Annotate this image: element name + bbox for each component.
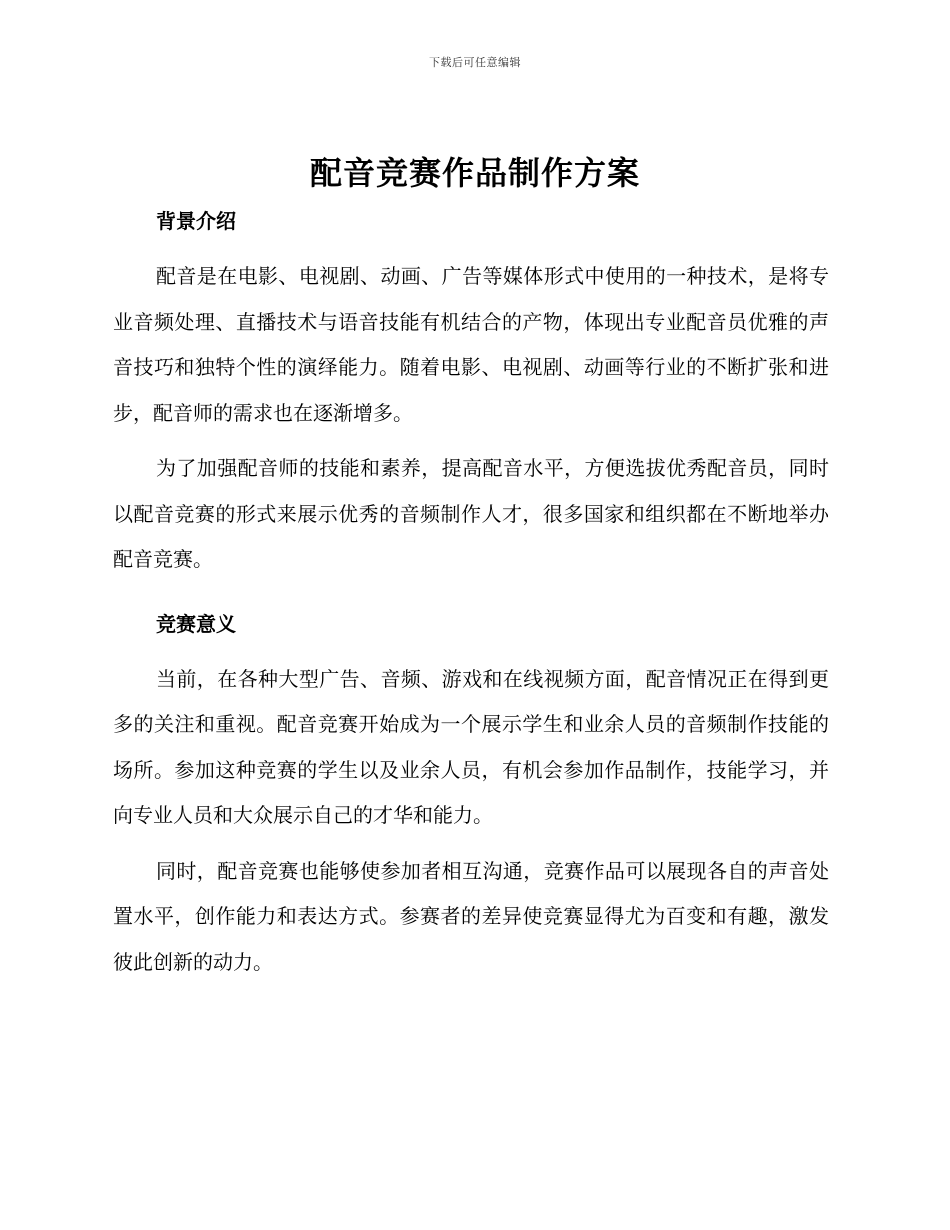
document-title: 配音竞赛作品制作方案 bbox=[309, 154, 640, 192]
paragraph: 为了加强配音师的技能和素养，提高配音水平，方便选拔优秀配音员，同时以配音竞赛的形式来展示优秀的音频制作人才，很多国家和组织都在不断地举办配音竞赛。 bbox=[113, 456, 829, 571]
section-heading-significance: 竞赛意义 bbox=[156, 611, 236, 636]
paragraph: 当前，在各种大型广告、音频、游戏和在线视频方面，配音情况正在得到更多的关注和重视。配音竞赛开始成为一个展示学生和业余人员的音频制作技能的场所。参加这种竞赛的学生以及业余人员，有机会参加作品制作，技能学习，并向专业人员和大众展示自己的才华和能力。 bbox=[113, 666, 829, 827]
header-note: 下载后可任意编辑 bbox=[429, 56, 521, 69]
paragraph: 配音是在电影、电视剧、动画、广告等媒体形式中使用的一种技术，是将专业音频处理、直播技术与语音技能有机结合的产物，体现出专业配音员优雅的声音技巧和独特个性的演绎能力。随着电影、电视剧、动画等行业的不断扩张和进步，配音师的需求也在逐渐增多。 bbox=[113, 264, 829, 425]
section-heading-background: 背景介绍 bbox=[156, 209, 236, 233]
paragraph: 同时，配音竞赛也能够使参加者相互沟通，竞赛作品可以展现各自的声音处置水平，创作能力和表达方式。参赛者的差异使竞赛显得尤为百变和有趣，激发彼此创新的动力。 bbox=[113, 858, 829, 974]
document-body bbox=[113, 202, 829, 985]
